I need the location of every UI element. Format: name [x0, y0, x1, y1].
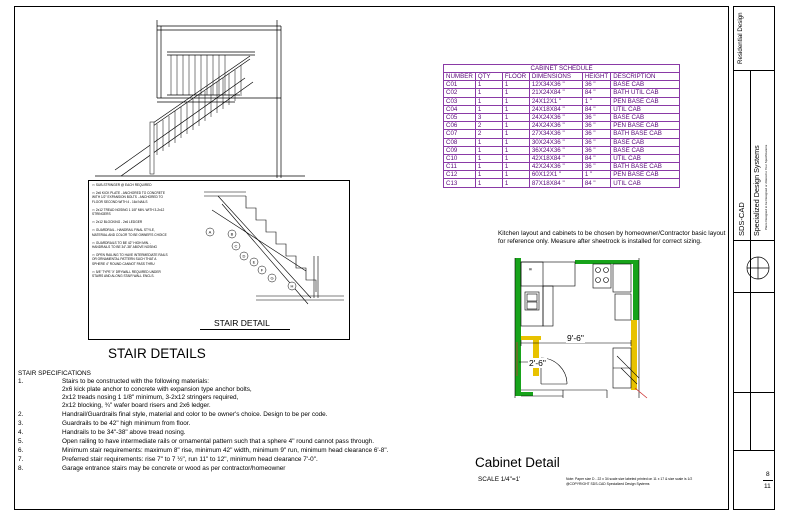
- callout-letter: A: [208, 229, 212, 235]
- schedule-cell: 1: [502, 113, 529, 121]
- title-block-tagline: Plans Designed to be Designed or Altered to Your Specifications: [764, 144, 768, 230]
- schedule-cell: PEN BASE CAB: [611, 122, 680, 130]
- schedule-cell: 84 ": [582, 154, 610, 162]
- schedule-cell: 84 ": [582, 89, 610, 97]
- schedule-row: [444, 113, 680, 121]
- schedule-cell: C09: [444, 146, 476, 154]
- spec-number: 5.: [18, 438, 24, 445]
- title-block-divider: [733, 70, 775, 71]
- title-block-company-short: SDS-CAD: [737, 202, 746, 236]
- logo-mark: [745, 253, 771, 283]
- schedule-cell: 42X18X84 ": [529, 154, 582, 162]
- schedule-row: [444, 97, 680, 105]
- schedule-cell: BATH BASE CAB: [611, 130, 680, 138]
- schedule-row: [444, 163, 680, 171]
- dimension-2-6: 2'-6": [529, 358, 546, 368]
- schedule-cell: C13: [444, 179, 476, 187]
- sheet-number: 8: [766, 471, 770, 478]
- schedule-cell: C11: [444, 163, 476, 171]
- schedule-cell: UTIL CAB: [611, 105, 680, 113]
- schedule-cell: 27X34X36 ": [529, 130, 582, 138]
- spec-number: 7.: [18, 456, 24, 463]
- spec-text: Open railing to have intermediate rails or ornamental pattern such that a sphere 4" round cannot pass through.: [62, 438, 375, 445]
- cabinet-schedule-table: [443, 64, 680, 188]
- schedule-cell: C06: [444, 122, 476, 130]
- note-marker: ▭: [92, 269, 96, 274]
- title-block-divider: [733, 292, 775, 293]
- schedule-cell: PEN BASE CAB: [611, 97, 680, 105]
- schedule-header-cell: HEIGHT: [582, 73, 610, 81]
- schedule-cell: BASE CAB: [611, 113, 680, 121]
- schedule-row: [444, 138, 680, 146]
- spec-text: 2x6 kick plate anchor to concrete with expansion type anchor bolts,: [62, 386, 252, 393]
- schedule-row: [444, 179, 680, 187]
- kitchen-floor-plan: [497, 258, 677, 418]
- schedule-cell: C10: [444, 154, 476, 162]
- schedule-row: [444, 154, 680, 162]
- schedule-cell: 1: [502, 146, 529, 154]
- spec-row: [0, 447, 700, 455]
- stair-note: ▭ 5/8" TYPE 'X' DRYWALL REQUIRED UNDER STAIRS AND ALONG STAIR WALL ENCLS.: [92, 269, 161, 279]
- callout-letter: E: [252, 259, 256, 265]
- schedule-cell: 1: [475, 163, 502, 171]
- spec-text: Handrails to be 34"-38" above tread nosing.: [62, 429, 186, 436]
- schedule-row: [444, 105, 680, 113]
- spec-number: 4.: [18, 429, 24, 436]
- schedule-row: [444, 89, 680, 97]
- callout-letter: C: [234, 243, 238, 249]
- title-block-category: Residential Design: [737, 12, 744, 64]
- schedule-row: [444, 146, 680, 154]
- spec-text: Stairs to be constructed with the following materials:: [62, 378, 210, 385]
- stair-note: ▭ SUB-STRINGER @ EACH REQUIRED: [92, 183, 152, 187]
- schedule-cell: 36X24X36 ": [529, 146, 582, 154]
- spec-text: Handrail/Guardrails final style, material and color to be owner's choice. Design to be per code.: [62, 411, 328, 418]
- sheet-total: 11: [764, 483, 771, 490]
- schedule-header-row: [444, 73, 680, 81]
- schedule-cell: 42X24X36 ": [529, 163, 582, 171]
- stair-note: ▭ GUARDRAIL - HANDRAIL FINAL STYLE, MATERIAL AND COLOR TO BE OWNER'S CHOICE: [92, 228, 167, 237]
- spec-row: [0, 420, 700, 428]
- schedule-cell: 1: [475, 138, 502, 146]
- schedule-cell: 12X34X36 ": [529, 81, 582, 89]
- schedule-cell: UTIL CAB: [611, 179, 680, 187]
- schedule-cell: 2: [475, 130, 502, 138]
- schedule-cell: 1: [475, 81, 502, 89]
- schedule-cell: 24X12X1 ": [529, 97, 582, 105]
- schedule-cell: C07: [444, 130, 476, 138]
- callout-letter: G: [270, 275, 274, 281]
- stair-detail-label: STAIR DETAIL: [214, 318, 270, 328]
- schedule-cell: 24X18X84 ": [529, 105, 582, 113]
- spec-text: Garage entrance stairs may be concrete or wood as per contractor/homeowner: [62, 465, 286, 472]
- schedule-cell: BASE CAB: [611, 81, 680, 89]
- spec-number: 6.: [18, 447, 24, 454]
- specs-heading: STAIR SPECIFICATIONS: [18, 370, 91, 377]
- schedule-cell: 24X24X36 ": [529, 113, 582, 121]
- note-marker: ▭: [92, 207, 96, 212]
- schedule-cell: 36 ": [582, 146, 610, 154]
- spec-row: [0, 438, 700, 446]
- schedule-cell: C08: [444, 138, 476, 146]
- schedule-cell: 1 ": [582, 171, 610, 179]
- schedule-cell: 1: [502, 105, 529, 113]
- stair-details-title: STAIR DETAILS: [108, 346, 206, 361]
- stair-section-drawing: [196, 186, 346, 326]
- spec-row: [0, 465, 700, 473]
- fine-print-paper-size: Note: Paper size D - 22 x 34 scale size labeled printed on 11 x 17 & size scale is 1/2: [566, 477, 693, 481]
- dimension-9-6: 9'-6": [567, 333, 584, 343]
- schedule-cell: C03: [444, 97, 476, 105]
- callout-letter: B: [230, 231, 234, 237]
- spec-text: Preferred stair requirements: rise 7" to 7 ½", run 11" to 12", minimum head clearance 7'-0".: [62, 456, 318, 463]
- note-marker: ▭: [92, 183, 96, 187]
- note-marker: ▭: [92, 191, 96, 196]
- schedule-cell: BASE CAB: [611, 146, 680, 154]
- spec-number: 8.: [18, 465, 24, 472]
- schedule-header-cell: QTY: [475, 73, 502, 81]
- schedule-row: [444, 81, 680, 89]
- cabinet-scale-label: SCALE 1/4"=1': [478, 476, 521, 483]
- schedule-header-cell: DIMENSIONS: [529, 73, 582, 81]
- title-block-divider: [733, 392, 775, 393]
- note-marker: ▭: [92, 240, 96, 245]
- schedule-cell: UTIL CAB: [611, 154, 680, 162]
- spec-text: Minimum stair requirements: maximum 8" rise, minimum 42" width, minimum 9" run, minimum head clearance 6'-8".: [62, 447, 389, 454]
- schedule-cell: 36 ": [582, 113, 610, 121]
- title-block-divider: [733, 240, 775, 241]
- spec-text: Guardrails to be 42" high minimum from floor.: [62, 420, 191, 427]
- schedule-cell: C01: [444, 81, 476, 89]
- callout-letter: F: [260, 267, 264, 273]
- schedule-cell: 1: [502, 122, 529, 130]
- title-block-divider: [733, 450, 775, 451]
- stair-note: ▭ 2x6 KICK PLATE - ANCHORED TO CONCRETE WITH 1/2" EXPANSION BOLTS - ANCHORED TO FLOOR SECOND WITH 4 - 16d NAILS: [92, 191, 165, 204]
- callout-letter: H: [290, 283, 294, 289]
- schedule-cell: BASE CAB: [611, 138, 680, 146]
- stair-detail-label-underline: [200, 329, 290, 330]
- stair-note: ▭ 2x12 BLOCKING - 2x6 LEDGER: [92, 220, 143, 225]
- schedule-cell: 1: [475, 179, 502, 187]
- note-marker: ▭: [92, 228, 96, 233]
- svg-text:▤: ▤: [529, 267, 533, 271]
- schedule-cell: 1: [475, 97, 502, 105]
- spec-text: 2x12 blocking, ¾" wafer board risers and 2x6 ledger.: [62, 402, 211, 409]
- schedule-cell: 36 ": [582, 138, 610, 146]
- schedule-cell: 1: [502, 81, 529, 89]
- cabinet-schedule-title: CABINET SCHEDULE: [443, 64, 680, 72]
- stair-elevation-drawing: [95, 20, 305, 178]
- schedule-cell: 36 ": [582, 163, 610, 171]
- schedule-cell: C05: [444, 113, 476, 121]
- schedule-header-cell: DESCRIPTION: [611, 73, 680, 81]
- fine-print-copyright: @COPYRIGHT SDS-CAD Specialized Design Systems: [566, 482, 650, 486]
- schedule-cell: BATH BASE CAB: [611, 163, 680, 171]
- schedule-cell: 1: [502, 138, 529, 146]
- schedule-row: [444, 122, 680, 130]
- schedule-cell: 3: [475, 113, 502, 121]
- stair-note: ▭ 2x12 TREAD NOSING 1 1/8" MIN. WITH 3-2x12 STRINGERS: [92, 207, 165, 217]
- spec-number: 2.: [18, 411, 24, 418]
- schedule-header-cell: FLOOR: [502, 73, 529, 81]
- schedule-cell: 36 ": [582, 81, 610, 89]
- schedule-cell: 1: [502, 171, 529, 179]
- spec-number: 1.: [18, 378, 24, 385]
- schedule-cell: 1: [502, 163, 529, 171]
- schedule-row: [444, 130, 680, 138]
- callout-letter: D: [242, 253, 246, 259]
- schedule-cell: 1 ": [582, 97, 610, 105]
- spec-number: 3.: [18, 420, 24, 427]
- schedule-header-cell: NUMBER: [444, 73, 476, 81]
- spec-row: [0, 456, 700, 464]
- schedule-cell: 1: [502, 130, 529, 138]
- schedule-cell: PEN BASE CAB: [611, 171, 680, 179]
- schedule-cell: 24X24X36 ": [529, 122, 582, 130]
- spec-row: [0, 429, 700, 437]
- schedule-cell: 1: [475, 171, 502, 179]
- sheet-of-divider: [763, 480, 773, 481]
- schedule-cell: 1: [502, 89, 529, 97]
- stair-note: ▭ GUARDRAILS TO BE 42" HIGH MIN. - HANDRAILS TO BE 34"-38" ABOVE NOSING: [92, 240, 158, 250]
- schedule-cell: 1: [475, 105, 502, 113]
- schedule-cell: C04: [444, 105, 476, 113]
- schedule-cell: 36 ": [582, 122, 610, 130]
- schedule-cell: C12: [444, 171, 476, 179]
- schedule-cell: 30X24X36 ": [529, 138, 582, 146]
- spec-text: 2x12 treads nosing 1 1/8" minimum, 3-2x12 stringers required,: [62, 394, 239, 401]
- schedule-cell: 1: [502, 179, 529, 187]
- stair-detail-notes: [92, 183, 168, 278]
- note-marker: ▭: [92, 253, 96, 258]
- cabinet-detail-title: Cabinet Detail: [475, 455, 560, 470]
- schedule-cell: 1: [502, 154, 529, 162]
- schedule-cell: 36 ": [582, 130, 610, 138]
- schedule-cell: C02: [444, 89, 476, 97]
- schedule-cell: 84 ": [582, 105, 610, 113]
- note-marker: ▭: [92, 220, 96, 225]
- schedule-cell: 60X12X1 ": [529, 171, 582, 179]
- stair-note: ▭ OPEN RAILING TO HAVE INTERMEDIATE RAILS OR ORNAMENTAL PATTERN SUCH THAT A SPHERE 4" ROUND CANNOT PASS THRU: [92, 253, 168, 266]
- schedule-cell: 1: [502, 97, 529, 105]
- schedule-cell: 1: [475, 89, 502, 97]
- schedule-cell: 87X18X84 ": [529, 179, 582, 187]
- schedule-cell: 2: [475, 122, 502, 130]
- schedule-cell: 84 ": [582, 179, 610, 187]
- title-block-company-long: Specialized Design Systems: [752, 145, 761, 236]
- schedule-cell: 21X24X84 ": [529, 89, 582, 97]
- schedule-row: [444, 171, 680, 179]
- schedule-cell: 1: [475, 146, 502, 154]
- schedule-cell: BATH UTIL CAB: [611, 89, 680, 97]
- cabinet-note: Kitchen layout and cabinets to be chosen by homeowner/Contractor basic layout for reference only. Measure after sheetrock is installed for correct sizing.: [498, 230, 726, 246]
- schedule-cell: 1: [475, 154, 502, 162]
